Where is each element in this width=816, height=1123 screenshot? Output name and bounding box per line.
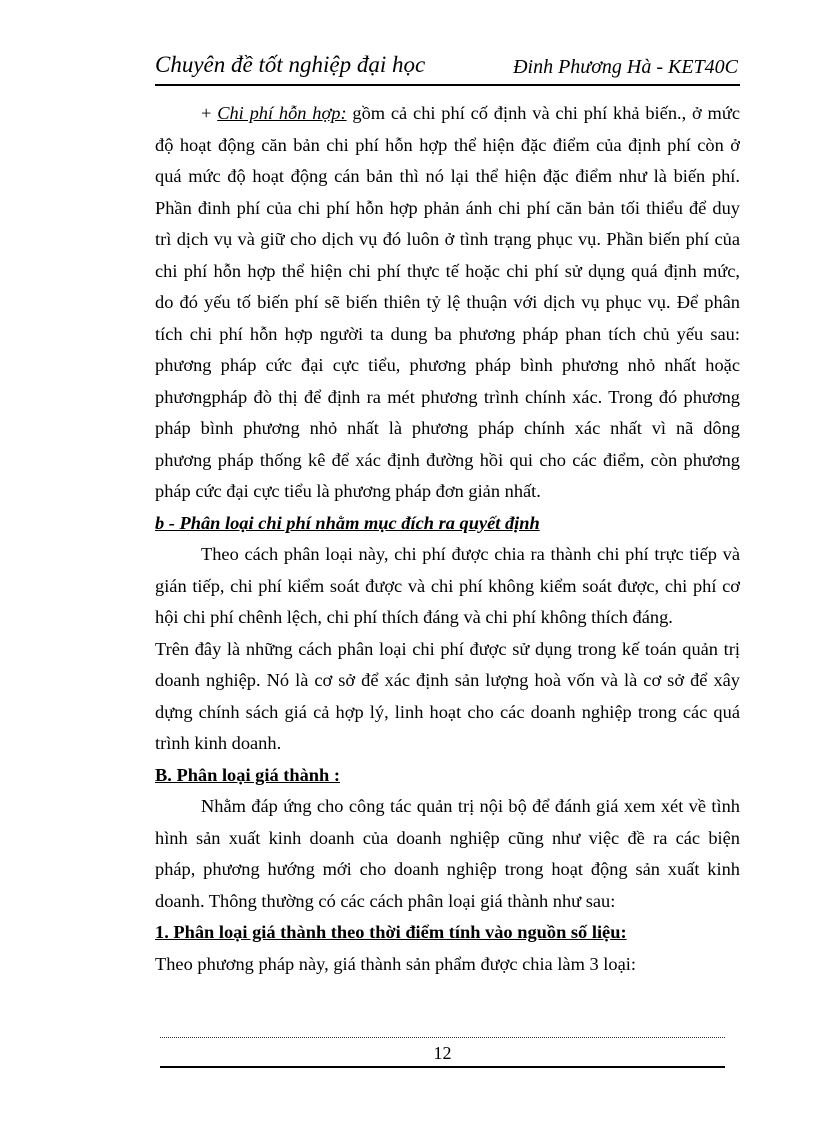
paragraph-line: phương pháp cức đại cực tiểu, phương pháp bình phương nhỏ nhất hoặc xyxy=(155,355,740,375)
term-mixed-cost: Chi phí hỗn hợp: xyxy=(217,103,347,123)
paragraph-line: doanh nghiệp. Nó là cơ sở để xác định sản lượng hoà vốn và là cơ sở để xây xyxy=(155,670,740,690)
paragraph-line: Nhằm đáp ứng cho công tác quản trị nội bộ để đánh giá xem xét về tình xyxy=(201,796,740,816)
paragraph-line: phươngpháp đò thị để định ra mét phương trình chính xác. Trong đó phương xyxy=(155,386,740,407)
paragraph-line: gián tiếp, chi phí kiểm soát được và chi phí không kiểm soát được, chi phí cơ xyxy=(155,575,740,596)
paragraph-line: dựng chính sách giá cả hợp lý, linh hoạt cho các doanh nghiệp trong các quá xyxy=(155,701,740,722)
paragraph-line: pháp, phương hướng mới cho doanh nghiệp trong hoạt động sản xuất kinh xyxy=(155,859,740,879)
paragraph-text: gồm cả chi phí cố định và chi phí khả biến., ở mức xyxy=(346,103,740,123)
paragraph-line: Theo phương pháp này, giá thành sản phẩm được chia làm 3 loại: xyxy=(155,953,636,974)
page-header xyxy=(155,50,740,86)
header-title: Chuyên đề tốt nghiệp đại học xyxy=(155,52,426,77)
paragraph-line: Trên đây là những cách phân loại chi phí được sử dụng trong kế toán quản trị xyxy=(155,638,740,659)
paragraph-line: phương pháp thống kê để xác định đường hồi qui cho các điểm, còn phương xyxy=(155,449,740,470)
footer-dotted-rule xyxy=(160,1037,725,1038)
paragraph-line-last: doanh. Thông thường có các cách phân loại giá thành như sau: xyxy=(155,890,616,911)
section-heading-b: b - Phân loại chi phí nhằm mục đích ra quyết định xyxy=(155,512,540,533)
paragraph-line: độ hoạt động căn bản chi phí hỗn hợp thể hiện đặc điểm của định phí còn ở xyxy=(155,134,740,155)
footer-double-rule xyxy=(160,1066,725,1068)
paragraph-line-last: trình kinh doanh. xyxy=(155,733,282,753)
bullet-plus: + xyxy=(201,103,218,123)
paragraph-mixed-cost-line-1 xyxy=(155,98,740,130)
paragraph-line-last: pháp cức đại cực tiểu là phương pháp đơn giản nhất. xyxy=(155,481,541,501)
paragraph-line: tích chi phí hỗn hợp người ta dung ba phương pháp phan tích chủ yếu sau: xyxy=(155,323,740,344)
header-author: Đinh Phương Hà - KET40C xyxy=(513,56,738,78)
section-heading-B: B. Phân loại giá thành : xyxy=(155,764,340,785)
paragraph-line-last: hội chi phí chênh lệch, chi phí thích đáng và chi phí không thích đáng. xyxy=(155,607,673,627)
paragraph-line: Phần đinh phí của chi phí hỗn hợp phản ánh chi phí căn bản tối thiểu để duy xyxy=(155,197,740,218)
paragraph-line: chi phí hỗn hợp thể hiện chi phí thực tế hoặc chi phí sử dụng quá định mức, xyxy=(155,260,740,281)
paragraph-line: hình sản xuất kinh doanh của doanh nghiệp cũng như việc đề ra các biện xyxy=(155,827,740,848)
paragraph-line: trì dịch vụ và giữ cho dịch vụ đó luôn ở tình trạng phục vụ. Phần biến phí của xyxy=(155,229,740,249)
page-content xyxy=(155,98,740,980)
page-number: 12 xyxy=(433,1043,452,1063)
paragraph-line: quá mức độ hoạt động cán bản thì nó lại thể hiện đặc điểm như là biến phí. xyxy=(155,166,740,186)
paragraph-line: Theo cách phân loại này, chi phí được chia ra thành chi phí trực tiếp và xyxy=(201,544,740,564)
paragraph-line: pháp bình phương nhỏ nhất là phương pháp chính xác nhất vì nã dông xyxy=(155,418,740,438)
paragraph-line: do đó yếu tố biến phí sẽ biến thiên tỷ lệ thuận với dịch vụ phục vụ. Để phân xyxy=(155,292,740,312)
section-heading-1: 1. Phân loại giá thành theo thời điểm tính vào nguồn số liệu: xyxy=(155,922,627,942)
